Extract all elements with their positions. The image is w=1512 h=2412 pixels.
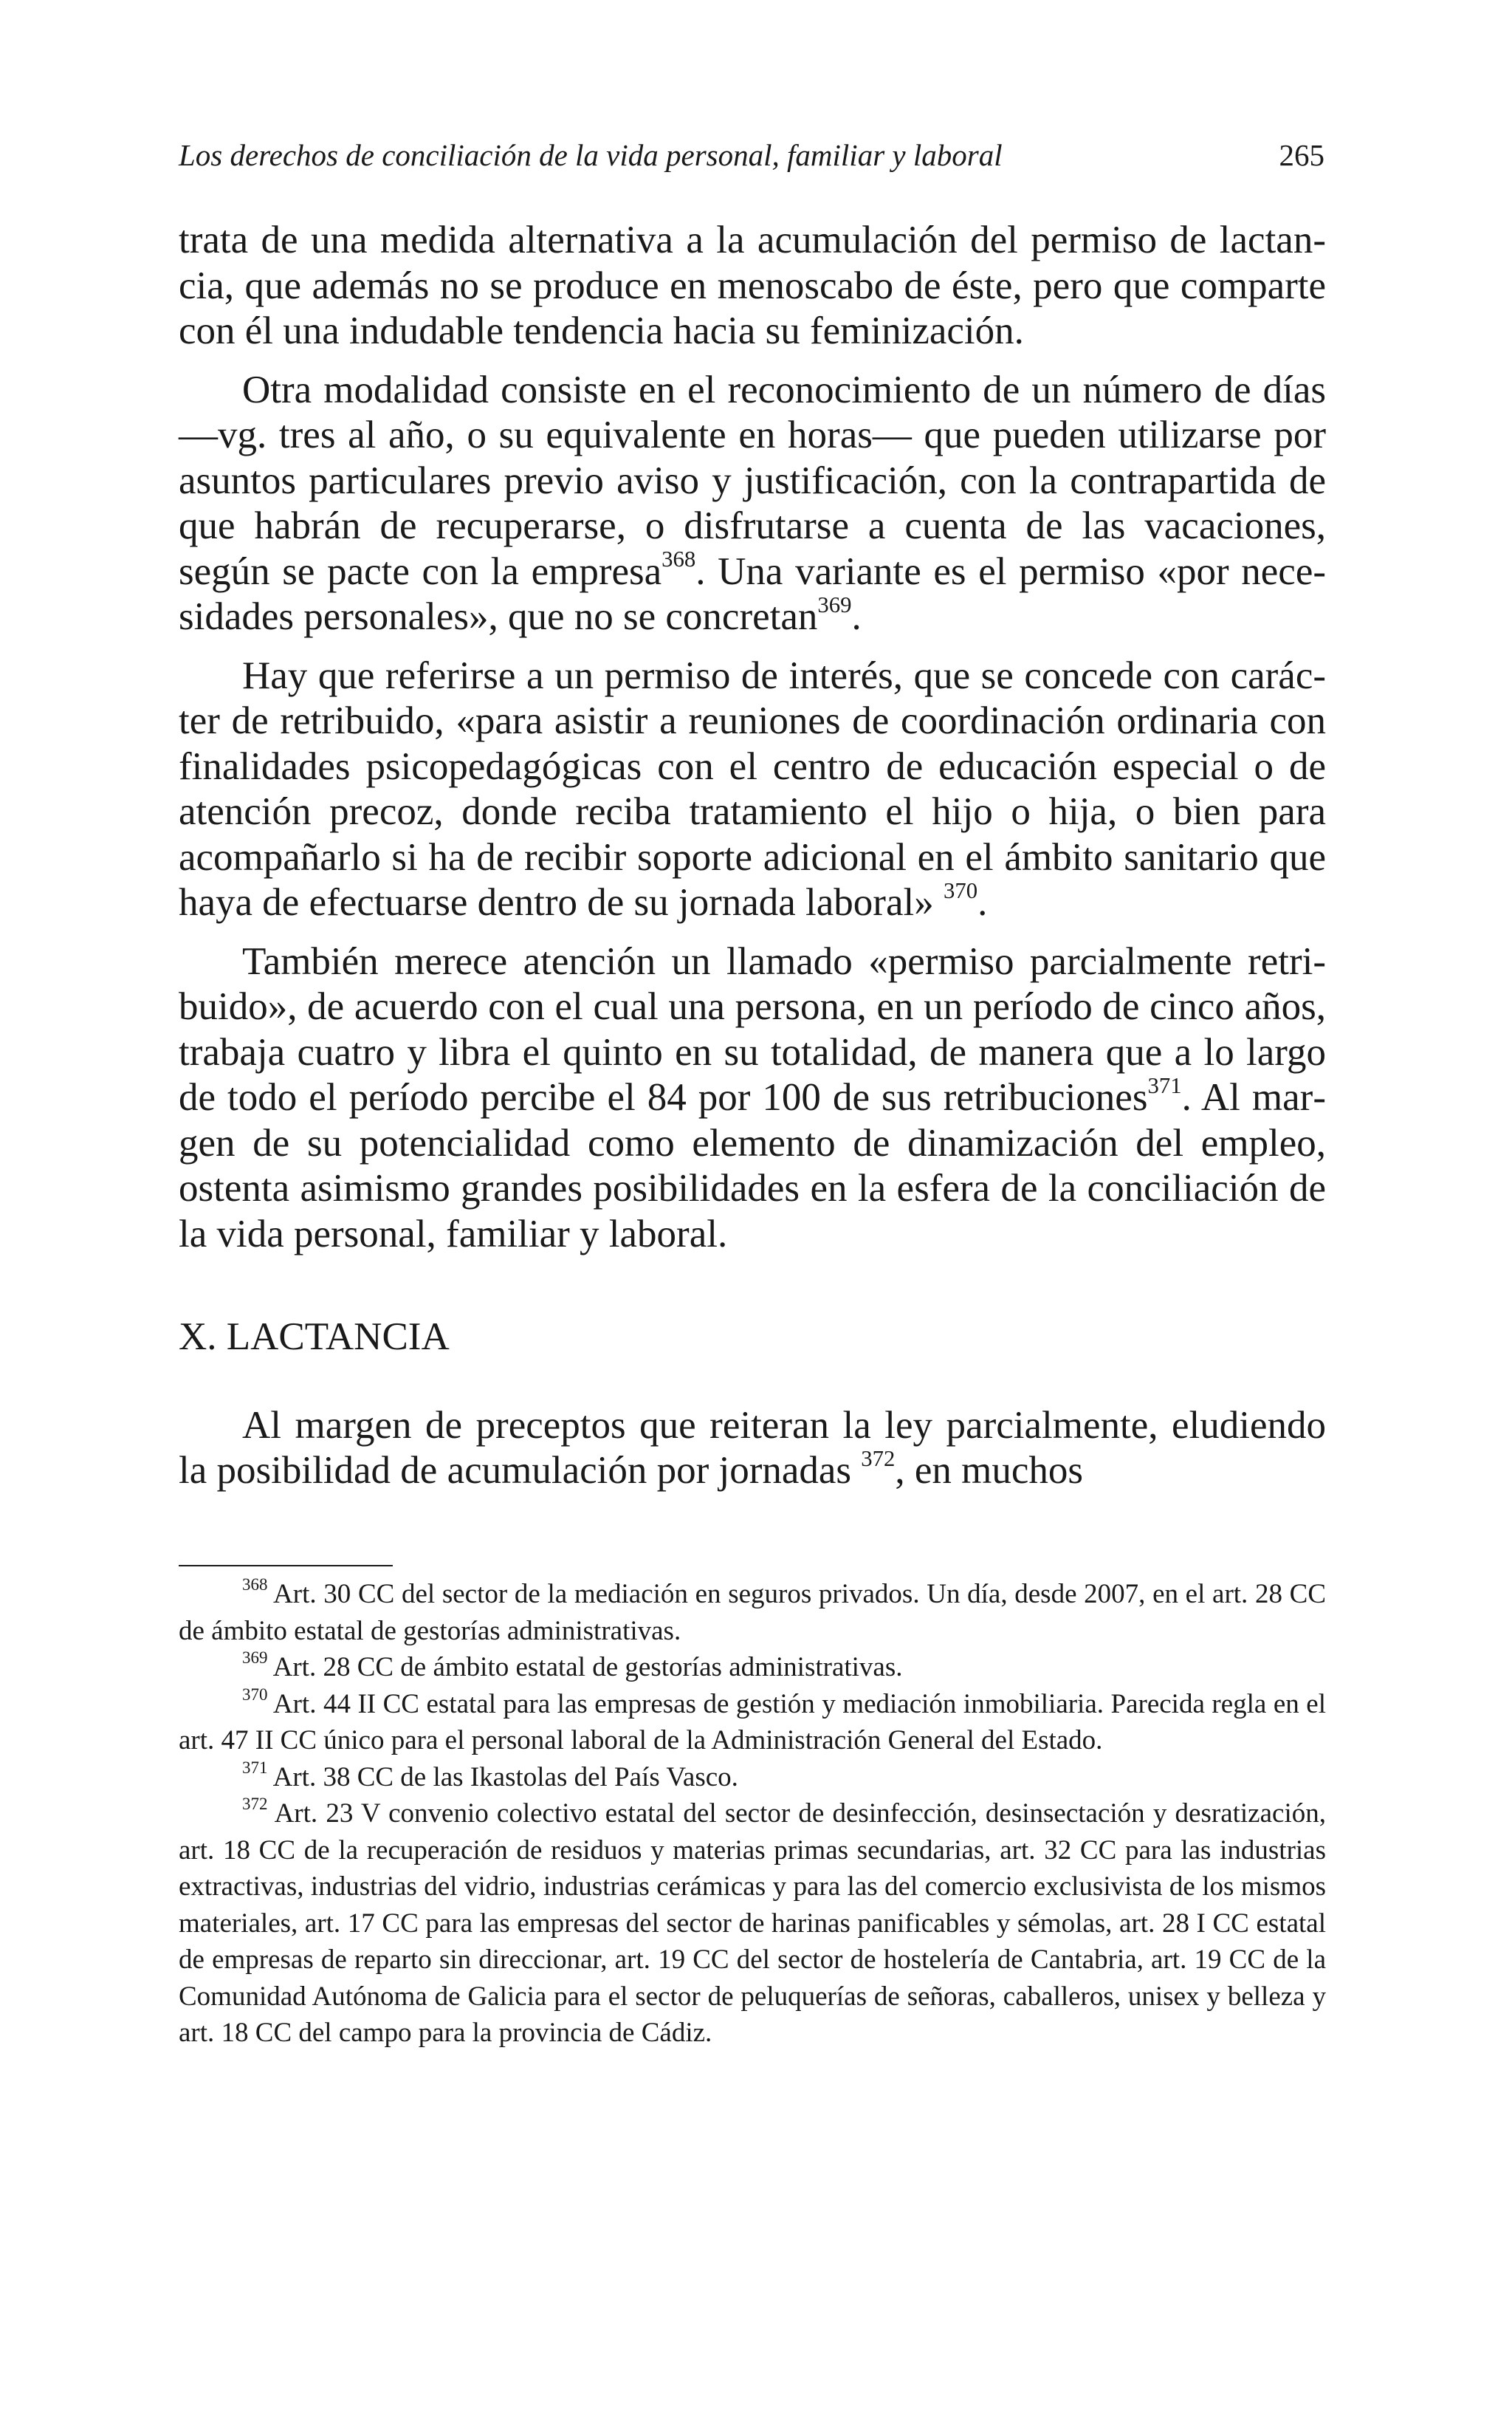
- footnote-number: 370: [242, 1685, 268, 1704]
- footnote-number: 371: [242, 1758, 268, 1777]
- paragraph: [179, 368, 1326, 640]
- running-title: Los derechos de conciliación de la vida personal, familiar y laboral: [179, 138, 1003, 172]
- footnote-number: 369: [242, 1648, 268, 1668]
- footnote-369: [179, 1649, 1326, 1686]
- paragraph-text: .: [851, 595, 862, 638]
- footnote-370: [179, 1686, 1326, 1759]
- paragraph: [179, 218, 1326, 354]
- footnote-text: Art. 28 CC de ámbito estatal de gestorías administrativas.: [272, 1652, 903, 1682]
- section-heading: X. LACTANCIA: [179, 1315, 450, 1358]
- paragraph-text: . Una variante es el permiso «por necesidades personales», que no se concretan: [179, 549, 1326, 638]
- footnote-separator: [179, 1565, 393, 1566]
- footnote-text: Art. 23 V convenio colectivo estatal del sector de desinfección, desinsectación y desratización, art. 18 CC de la recuperación de residuos y materias primas secundarias, art. 32 CC para las industrias extractivas, industrias del vidrio, industrias cerámicas y para las del comercio exclusivista de los mismos materiales, art. 17 CC para las empresas del sector de harinas panificables y sémolas, art. 28 I CC estatal de empresas de reparto sin direccionar, art. 19 CC del sector de hostelería de Cantabria, art. 19 CC de la Comunidad Autónoma de Galicia para el sector de peluquerías de señoras, caballeros, unisex y belleza y art. 18 CC del campo para la provincia de Cádiz.: [179, 1798, 1326, 2048]
- paragraph-text: . Al margen de su potencialidad como elemento de dinamización del empleo, ostenta asimismo grandes posibilidades en la esfera de la conciliación de la vida personal, familiar y laboral.: [179, 1076, 1326, 1255]
- paragraph-text: Otra modalidad consiste en el reconocimiento de un número de días —vg. tres al año, o su equivalente en horas— que pueden utilizarse por asuntos particulares previo aviso y justificación, con la contrapartida de que habrán de recuperarse, o disfrutarse a cuenta de las vacaciones, según se pacte con la empresa: [179, 368, 1326, 593]
- footnote-ref-370[interactable]: 370: [943, 877, 978, 903]
- paragraph-text: trata de una medida alternativa a la acumulación del permiso de lactancia, que además no se produce en menoscabo de éste, pero que comparte con él una indudable tendencia hacia su feminización.: [179, 219, 1326, 352]
- footnote-text: Art. 30 CC del sector de la mediación en seguros privados. Un día, desde 2007, en el art. 28 CC de ámbito estatal de gestorías administrativas.: [179, 1579, 1327, 1646]
- page-number: 265: [1279, 138, 1324, 172]
- paragraph: [179, 1403, 1326, 1494]
- main-text: [179, 218, 1326, 1494]
- footnote-368: [179, 1576, 1326, 1649]
- footnote-ref-371[interactable]: 371: [1147, 1072, 1182, 1098]
- footnote-ref-368[interactable]: 368: [662, 547, 696, 572]
- paragraph-text: , en muchos: [895, 1449, 1084, 1492]
- paragraph-text: También merece atención un llamado «permiso parcialmente retribuido», de acuerdo con el cual una persona, en un período de cinco años, trabaja cuatro y libra el quinto en su totalidad, de manera que a lo largo de todo el período percibe el 84 por 100 de sus retribuciones: [179, 939, 1326, 1119]
- footnote-ref-369[interactable]: 369: [817, 592, 852, 617]
- footnote-372: [179, 1795, 1326, 2052]
- paragraph: [179, 939, 1326, 1258]
- footnote-ref-372[interactable]: 372: [861, 1445, 896, 1471]
- paragraph-text: Al margen de preceptos que reiteran la ley parcialmente, eludiendo la posibilidad de acumulación por jornadas: [179, 1403, 1326, 1492]
- footnote-371: [179, 1759, 1326, 1796]
- running-header: [179, 136, 1324, 174]
- footnote-text: Art. 38 CC de las Ikastolas del País Vasco.: [272, 1761, 738, 1792]
- footnote-number: 372: [242, 1795, 268, 1814]
- paragraph-text: .: [977, 881, 988, 924]
- footnote-text: Art. 44 II CC estatal para las empresas de gestión y mediación inmobiliaria. Parecida regla en el art. 47 II CC único para el personal laboral de la Administración General del Estado.: [179, 1688, 1326, 1755]
- footnotes: [179, 1576, 1326, 2052]
- paragraph-text: Hay que referirse a un permiso de interés, que se concede con carácter de retribuido, «para asistir a reuniones de coordinación ordinaria con finalidades psicopedagógicas con el centro de educación especial o de atención precoz, donde reciba tratamiento el hijo o hija, o bien para acompañarlo si ha de recibir soporte adicional en el ámbito sanitario que haya de efectuarse dentro de su jornada laboral»: [179, 654, 1326, 924]
- paragraph: [179, 654, 1326, 926]
- footnote-number: 368: [242, 1575, 268, 1594]
